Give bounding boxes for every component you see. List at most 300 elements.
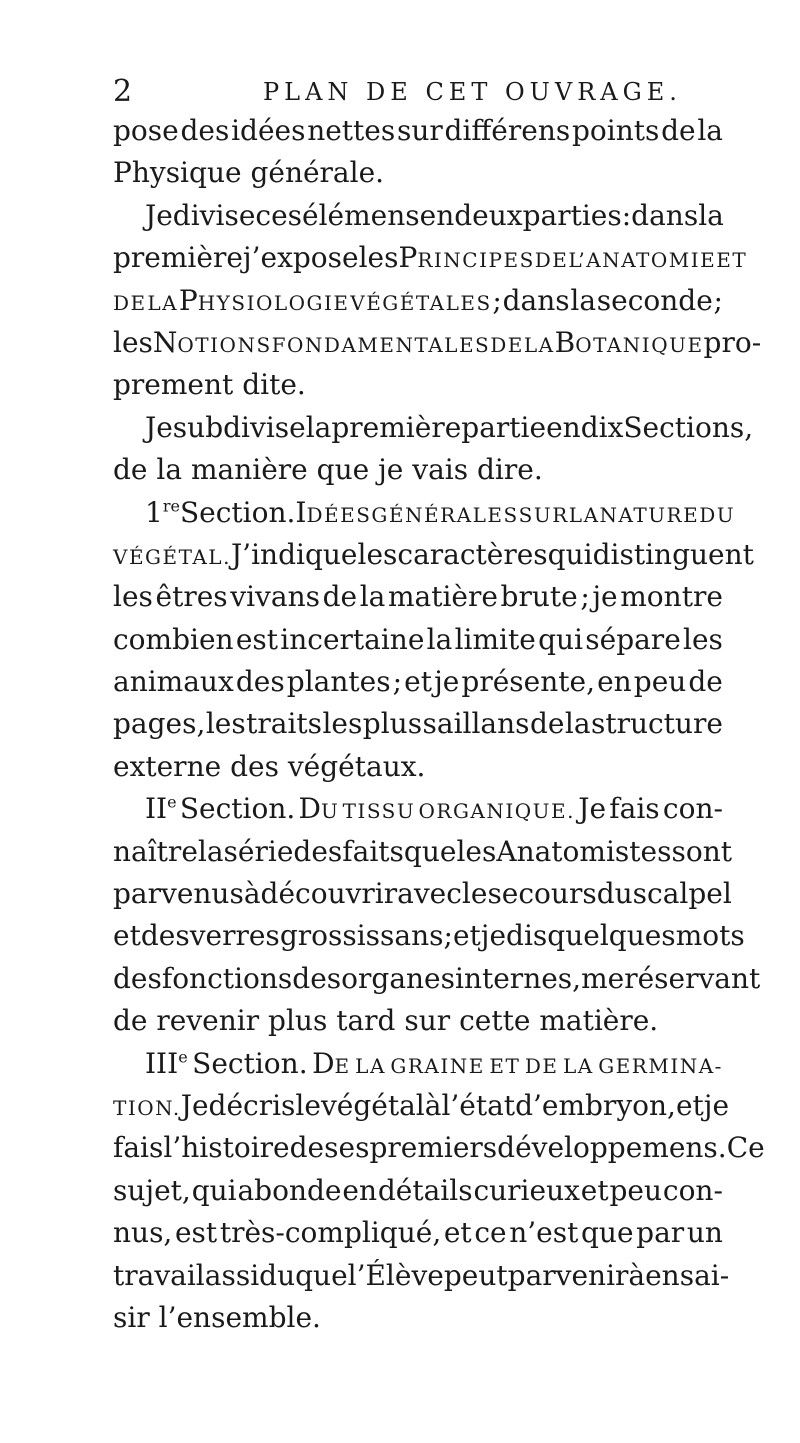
text-line: [113, 280, 723, 322]
word: [113, 322, 153, 364]
word: [515, 1085, 676, 1127]
word: [597, 873, 633, 915]
text-segment: :: [621, 198, 632, 232]
text-segment: dite.: [242, 368, 306, 402]
word: [492, 280, 501, 322]
word: [624, 958, 760, 1000]
word: [555, 322, 704, 364]
word: [565, 703, 591, 745]
word: [261, 873, 398, 915]
word: [192, 1170, 237, 1212]
text-segment: la: [698, 198, 724, 232]
word: [321, 1085, 425, 1127]
word: [113, 237, 243, 279]
word: [481, 915, 506, 957]
word: [425, 1085, 442, 1127]
text-segment: DE: [113, 290, 147, 315]
word: [444, 1212, 472, 1254]
word: [578, 788, 606, 830]
text-segment: que: [295, 1258, 348, 1292]
text-segment: U: [320, 799, 340, 824]
text-segment: incertaine: [280, 622, 425, 656]
text-segment: de: [113, 1004, 148, 1038]
word: [113, 1170, 191, 1212]
word: [190, 915, 280, 957]
text-segment: curieux: [473, 1173, 580, 1207]
text-segment: de: [529, 707, 565, 741]
text-segment: les: [113, 325, 153, 359]
word: [525, 1043, 559, 1085]
text-segment: abonde: [237, 1173, 342, 1207]
text-segment: nus,: [113, 1216, 173, 1250]
text-segment: revenir: [156, 1004, 260, 1038]
text-segment: la: [305, 410, 332, 444]
text-segment: seconde: [596, 283, 713, 317]
word: [714, 280, 723, 322]
text-segment: Section.: [179, 792, 296, 826]
text-line: [113, 1170, 723, 1212]
word: [295, 492, 371, 534]
text-segment: peu: [609, 1173, 663, 1207]
word: [336, 1000, 395, 1042]
text-line: [113, 1000, 723, 1042]
word: [585, 619, 681, 661]
text-segment: détails: [377, 1173, 473, 1207]
word: [461, 661, 595, 703]
text-segment: vais: [412, 453, 469, 487]
word: [113, 152, 242, 194]
text-segment: P: [398, 241, 418, 275]
word: [683, 619, 723, 661]
word: [299, 788, 340, 830]
word: [159, 1297, 321, 1339]
word: [280, 915, 444, 957]
text-segment: à: [243, 877, 261, 911]
text-segment: la: [197, 834, 224, 868]
text-segment: E: [334, 1053, 351, 1078]
word: [591, 703, 723, 745]
text-segment: ;: [492, 283, 502, 317]
text-segment: LA: [523, 332, 555, 357]
text-segment: matière.: [539, 1004, 659, 1038]
word: [538, 619, 583, 661]
word: [331, 407, 461, 449]
text-segment: me: [581, 961, 625, 995]
word: [280, 619, 424, 661]
text-line: [113, 534, 754, 576]
word: [302, 195, 420, 237]
text-segment: de: [289, 1131, 325, 1165]
word: [419, 788, 575, 830]
text-segment: du: [596, 877, 633, 911]
word: [156, 1000, 259, 1042]
text-segment: DÉES: [306, 502, 372, 527]
word: [687, 1212, 723, 1254]
text-segment: première: [331, 410, 462, 444]
word: [324, 1127, 369, 1169]
text-segment: des: [113, 961, 162, 995]
text-segment: premiers: [369, 1131, 498, 1165]
text-segment: des: [180, 114, 230, 147]
text-segment: parvenus: [113, 877, 244, 911]
text-segment: points: [571, 114, 660, 147]
word: [113, 534, 231, 576]
text-segment: en: [546, 410, 581, 444]
text-segment: fais: [609, 792, 660, 826]
word: [496, 831, 671, 873]
word: [163, 1127, 289, 1169]
text-line: [113, 746, 723, 788]
word: [342, 831, 404, 873]
text-segment: quelques: [547, 919, 676, 953]
text-segment: ;: [392, 665, 403, 699]
word: [243, 237, 359, 279]
word: [569, 492, 600, 534]
text-segment: est: [235, 622, 279, 656]
text-segment: LA: [147, 290, 179, 315]
text-line: [113, 364, 723, 406]
word: [581, 1212, 634, 1254]
word: [622, 195, 631, 237]
word: [293, 831, 342, 873]
text-segment: qui: [538, 622, 583, 656]
word: [350, 280, 491, 322]
text-segment: con-: [662, 1173, 723, 1207]
word: [295, 1085, 321, 1127]
text-segment: à: [424, 1088, 442, 1122]
text-segment: les: [357, 537, 398, 571]
text-segment: III: [145, 1046, 179, 1080]
text-segment: pro-: [703, 325, 762, 359]
word: [568, 237, 716, 279]
text-segment: faits: [342, 834, 404, 868]
text-segment: re: [162, 496, 180, 516]
word: [645, 1255, 680, 1297]
text-segment: je: [378, 453, 404, 487]
text-segment: DE: [534, 248, 569, 273]
text-segment: développemens.: [497, 1131, 727, 1165]
word: [420, 195, 455, 237]
word: [343, 788, 416, 830]
word: [113, 958, 162, 1000]
word: [113, 110, 179, 152]
text-segment: de: [113, 453, 148, 487]
word: [181, 1085, 209, 1127]
word: [113, 1085, 181, 1127]
text-segment: FONDAMENTALES: [271, 332, 491, 357]
word: [609, 788, 659, 830]
text-segment: première: [113, 241, 243, 275]
word: [631, 195, 698, 237]
word: [179, 280, 350, 322]
word: [145, 407, 173, 449]
text-segment: J’indique: [230, 537, 358, 571]
text-segment: animaux: [113, 665, 234, 699]
text-segment: j’expose: [242, 241, 359, 275]
word: [378, 1170, 473, 1212]
text-segment: dire.: [477, 453, 543, 487]
word: [539, 1000, 658, 1042]
text-segment: peut: [443, 1258, 508, 1292]
text-segment: d’embryon,: [515, 1088, 676, 1122]
text-segment: fonctions: [161, 961, 293, 995]
word: [427, 619, 453, 661]
word: [455, 958, 581, 1000]
text-segment: sujet,: [113, 1173, 191, 1207]
running-head: [113, 72, 723, 112]
text-segment: dans: [631, 198, 699, 232]
word: [113, 1000, 148, 1042]
text-segment: que: [581, 1216, 634, 1250]
text-segment: sépare: [585, 622, 681, 656]
text-line: [113, 873, 732, 915]
word: [145, 492, 180, 534]
text-segment: sur: [396, 114, 443, 147]
word: [180, 110, 229, 152]
text-segment: Je: [145, 198, 173, 232]
word: [371, 492, 518, 534]
word: [535, 237, 569, 279]
word: [620, 576, 723, 618]
word: [113, 1212, 172, 1254]
word: [548, 534, 593, 576]
word: [113, 831, 198, 873]
word: [397, 110, 443, 152]
word: [306, 407, 332, 449]
text-line: [113, 703, 723, 745]
text-segment: découvrir: [260, 877, 398, 911]
word: [198, 831, 224, 873]
word: [288, 746, 426, 788]
word: [633, 873, 732, 915]
word: [600, 492, 700, 534]
word: [661, 110, 696, 152]
word: [581, 407, 624, 449]
text-segment: des: [293, 834, 343, 868]
word: [546, 407, 581, 449]
word: [307, 110, 395, 152]
word: [360, 576, 386, 618]
word: [205, 1255, 295, 1297]
text-segment: la: [426, 622, 453, 656]
text-segment: OTIONS: [177, 332, 272, 357]
text-segment: L’ANATOMIE: [568, 248, 717, 273]
word: [287, 661, 391, 703]
text-segment: en: [645, 1258, 680, 1292]
word: [156, 576, 228, 618]
word: [716, 237, 747, 279]
word: [598, 1043, 723, 1085]
text-segment: RINCIPES: [417, 248, 535, 273]
text-line: [113, 576, 723, 618]
text-line: [113, 1297, 723, 1339]
text-segment: et: [580, 1173, 609, 1207]
word: [530, 703, 565, 745]
word: [698, 195, 724, 237]
text-segment: naître: [113, 834, 198, 868]
text-line: [113, 831, 732, 873]
word: [393, 661, 402, 703]
text-segment: des: [235, 665, 285, 699]
word: [634, 661, 687, 703]
word: [363, 703, 422, 745]
word: [434, 661, 459, 703]
text-segment: grossissans: [279, 919, 444, 953]
text-segment: plus: [268, 1004, 328, 1038]
word: [580, 576, 589, 618]
word: [508, 1255, 629, 1297]
text-segment: organes: [341, 961, 455, 995]
text-segment: les: [322, 707, 363, 741]
word: [497, 1127, 727, 1169]
text-segment: NATURE: [599, 502, 700, 527]
text-segment: qui: [547, 537, 593, 571]
text-segment: mots: [675, 919, 745, 953]
text-segment: le: [295, 1088, 321, 1122]
word: [676, 1085, 704, 1127]
text-segment: Ce: [726, 1131, 765, 1165]
word: [423, 703, 530, 745]
word: [412, 449, 468, 491]
text-segment: TISSU: [342, 799, 416, 824]
word: [636, 1212, 684, 1254]
text-segment: TION.: [113, 1095, 181, 1120]
text-segment: traits: [246, 707, 323, 741]
text-segment: Physique: [113, 156, 242, 190]
word: [455, 619, 536, 661]
word: [509, 1212, 578, 1254]
text-segment: D: [312, 1046, 335, 1080]
word: [490, 322, 524, 364]
text-segment: con-: [662, 792, 723, 826]
word: [175, 1212, 217, 1254]
text-line: [113, 1043, 723, 1085]
text-segment: parties: [522, 198, 622, 232]
text-segment: ses: [324, 1131, 370, 1165]
word: [445, 110, 571, 152]
text-segment: élémens: [302, 198, 420, 232]
text-segment: en: [342, 1173, 377, 1207]
text-segment: DE: [490, 332, 524, 357]
word: [113, 280, 147, 322]
text-segment: et: [404, 665, 432, 699]
text-segment: LA: [355, 1053, 386, 1078]
text-segment: N: [152, 325, 178, 359]
text-line: [113, 915, 745, 957]
text-segment: les: [456, 834, 497, 868]
word: [180, 788, 295, 830]
word: [369, 1127, 497, 1169]
word: [570, 280, 596, 322]
text-segment: GRAINE: [390, 1053, 485, 1078]
text-segment: avec: [397, 877, 462, 911]
word: [312, 1043, 351, 1085]
word: [597, 280, 713, 322]
text-segment: e: [167, 792, 177, 812]
word: [444, 915, 453, 957]
word: [113, 619, 234, 661]
word: [524, 322, 555, 364]
text-segment: êtres: [155, 580, 228, 614]
text-line: [113, 449, 723, 491]
word: [156, 449, 182, 491]
word: [454, 195, 522, 237]
text-segment: pages,: [113, 707, 206, 741]
word: [317, 449, 370, 491]
word: [141, 915, 190, 957]
text-segment: l’ensemble.: [158, 1300, 321, 1334]
text-segment: de: [661, 114, 696, 147]
text-segment: de: [322, 580, 358, 614]
word: [292, 958, 341, 1000]
text-segment: végétal: [320, 1088, 425, 1122]
text-segment: secours: [487, 877, 597, 911]
word: [162, 958, 292, 1000]
word: [676, 915, 745, 957]
word: [680, 1255, 729, 1297]
text-segment: structure: [590, 707, 723, 741]
text-segment: Section.: [179, 495, 296, 529]
text-segment: sir: [113, 1300, 150, 1334]
text-segment: parvenir: [507, 1258, 629, 1292]
text-segment: peu: [633, 665, 687, 699]
word: [231, 534, 358, 576]
word: [244, 873, 261, 915]
word: [459, 1000, 530, 1042]
text-line: [113, 195, 723, 237]
word: [342, 1170, 377, 1212]
text-segment: l’Élève: [347, 1258, 444, 1292]
text-segment: LA: [568, 502, 600, 527]
word: [704, 1085, 729, 1127]
word: [699, 492, 735, 534]
word: [506, 915, 547, 957]
text-segment: dix: [580, 410, 624, 444]
text-segment: et: [443, 1216, 472, 1250]
word: [503, 280, 570, 322]
text-segment: différens: [444, 114, 571, 147]
word: [359, 237, 399, 279]
text-line: [113, 237, 748, 279]
word: [397, 873, 462, 915]
word: [523, 195, 622, 237]
text-line: [113, 1212, 723, 1254]
text-segment: très-compliqué,: [219, 1216, 442, 1250]
word: [230, 576, 320, 618]
word: [453, 915, 481, 957]
text-segment: assidu: [204, 1258, 296, 1292]
word: [236, 619, 278, 661]
text-segment: dis: [506, 919, 548, 953]
word: [113, 1255, 205, 1297]
text-segment: les: [683, 622, 723, 656]
word: [572, 110, 659, 152]
text-segment: vivans: [230, 580, 320, 614]
text-segment: dans: [502, 283, 570, 317]
text-segment: un: [686, 1216, 723, 1250]
word: [519, 492, 569, 534]
word: [388, 576, 498, 618]
word: [399, 237, 535, 279]
word: [290, 1127, 325, 1169]
text-line: [113, 1085, 730, 1127]
text-segment: en: [597, 665, 632, 699]
text-segment: de: [688, 665, 723, 699]
word: [474, 1212, 506, 1254]
word: [461, 407, 546, 449]
word: [192, 1043, 307, 1085]
text-segment: LA: [562, 1053, 594, 1078]
